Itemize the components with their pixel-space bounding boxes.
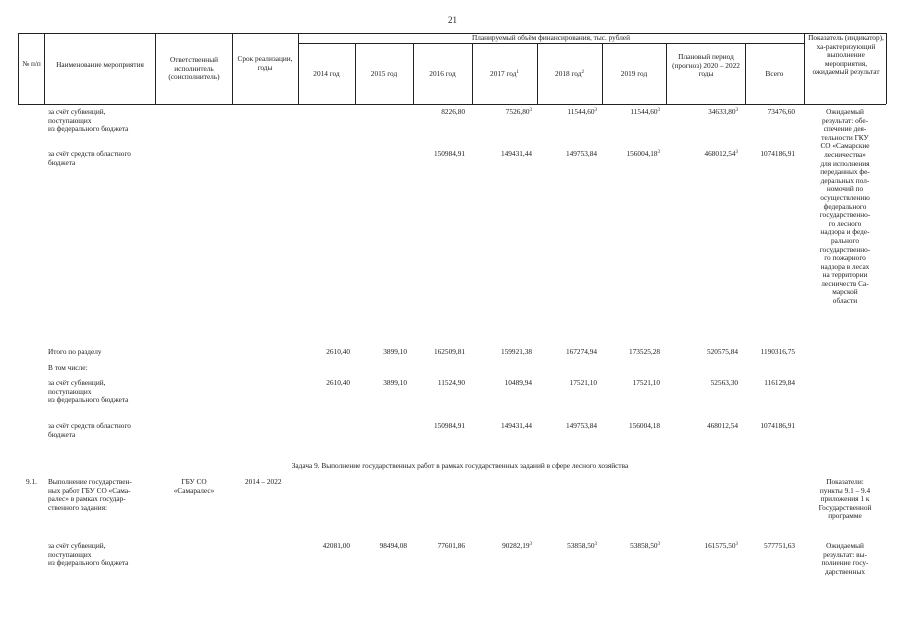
row-1-total: 1074186,91	[760, 149, 795, 158]
row-2-2016: 162509,81	[433, 347, 465, 356]
row-0-name: за счёт субвенций, поступающих из федерального бюджета	[48, 107, 129, 134]
item-9-1-term: 2014 – 2022	[245, 477, 282, 486]
item-9-1-indicator: Показатели: пункты 9.1 – 9.4 приложения 1 к Государственной программе	[818, 477, 872, 521]
row-4-total: 116129,84	[764, 378, 795, 387]
header-col-total: Всего	[765, 69, 784, 78]
row-1-2019: 156004,18$^3$	[626, 149, 660, 158]
header-col-num: № п/п	[22, 59, 41, 68]
header-year-2018: 2018 год$^2$	[555, 69, 584, 78]
row-4-name: за счёт субвенций, поступающих из федерального бюджета	[48, 378, 129, 405]
row-4-plan: 52563,30	[710, 378, 738, 387]
col-line-12	[804, 33, 805, 104]
header-col-exec: Ответственный исполнитель (соисполнитель)	[168, 55, 220, 82]
row-5-name: за счёт средств областного бюджета	[48, 421, 131, 439]
row-4-2015: 3899,10	[383, 378, 407, 387]
header-col-indicator: Показатель (индикатор), ха-рактеризующий выполнение мероприятия, ожидаемый результат	[808, 33, 884, 77]
header-bottom-border	[18, 104, 886, 105]
row-0-plan: 34633,80$^3$	[708, 107, 738, 116]
last-row-2019: 53858,50$^3$	[630, 541, 660, 550]
col-line-4	[298, 33, 299, 104]
row-4-2016: 11524,90	[437, 378, 465, 387]
row-0-2017: 7526,80$^3$	[505, 107, 532, 116]
row-1-plan: 468012,54$^3$	[704, 149, 738, 158]
row-2-2015: 3899,10	[383, 347, 407, 356]
header-year-2017: 2017 год$^1$	[490, 69, 519, 78]
col-line-2	[155, 33, 156, 104]
last-row-2017: 90282,19$^3$	[502, 541, 532, 550]
last-row-name: за счёт субвенций, поступающих из федерального бюджета	[48, 541, 129, 568]
header-col-term: Срок реализации, годы	[237, 54, 293, 72]
row-1-2017: 149431,44	[500, 149, 532, 158]
header-year-2019: 2019 год	[620, 69, 648, 78]
row-2-2017: 159921,38	[500, 347, 532, 356]
col-line-1	[44, 33, 45, 104]
header-year-2014: 2014 год	[313, 69, 340, 78]
row-5-2019: 156004,18	[628, 421, 660, 430]
row-5-2018: 149753,84	[565, 421, 597, 430]
row-0-total: 73476,60	[767, 107, 795, 116]
row-4-2019: 17521,10	[632, 378, 660, 387]
row-4-2014: 2610,40	[326, 378, 350, 387]
last-row-indicator: Ожидаемый результат: вы- полнение госу- дарственных	[821, 541, 869, 576]
row-2-2018: 167274,94	[565, 347, 597, 356]
row-5-2017: 149431,44	[500, 421, 532, 430]
item-9-1-name: Выполнение государствен- ных работ ГБУ СО «Сама- ралес» в рамках государ- ственного задания:	[48, 477, 132, 512]
row-1-2018: 149753,84	[565, 149, 597, 158]
row-5-plan: 468012,54	[706, 421, 738, 430]
item-9-1-executor: ГБУ СО «Самаралес»	[173, 477, 215, 495]
row-4-2018: 17521,10	[569, 378, 597, 387]
row-4-2017: 10489,94	[504, 378, 532, 387]
indicator-expected-result: Ожидаемый результат: обе- спечение дея- тельности ГКУ СО «Самарские лесничества» для исполнения переданных фе- деральных пол- номочий по осуществлению федерального государственно- го лесного надзора и феде- рального государственно- го пожарного надзора в лесах на территории лесничеств Са- марской области	[819, 107, 871, 306]
header-year-2015: 2015 год	[370, 69, 398, 78]
row-0-2018: 11544,60$^3$	[567, 107, 597, 116]
funding-subheader-border	[298, 43, 804, 44]
last-row-2016: 77601,86	[437, 541, 465, 550]
last-row-plan: 161575,50$^3$	[704, 541, 738, 550]
last-row-2018: 53858,50$^3$	[567, 541, 597, 550]
task-9-heading: Задача 9. Выполнение государственных работ в рамках государственных заданий в сфере лесного хозяйства	[291, 461, 629, 470]
row-1-2016: 150984,91	[433, 149, 465, 158]
row-2-plan: 520575,84	[706, 347, 738, 356]
row-2-name: Итого по разделу	[48, 347, 102, 356]
item-9-1-number: 9.1.	[26, 477, 37, 486]
row-5-2016: 150984,91	[433, 421, 465, 430]
row-2-total: 1190316,75	[760, 347, 795, 356]
header-year-2016: 2016 год	[429, 69, 456, 78]
last-row-total: 577751,63	[763, 541, 795, 550]
row-2-2014: 2610,40	[326, 347, 350, 356]
page-number: 21	[448, 15, 457, 25]
row-1-name: за счёт средств областного бюджета	[48, 149, 131, 167]
header-col-plan: Плановый период (прогноз) 2020 – 2022 годы	[672, 52, 740, 79]
row-0-2016: 8226,80	[441, 107, 465, 116]
row-5-total: 1074186,91	[760, 421, 795, 430]
col-line-10	[666, 43, 667, 104]
row-2-2019: 173525,28	[628, 347, 660, 356]
last-row-2015: 98494,08	[379, 541, 407, 550]
col-line-3	[232, 33, 233, 104]
col-line-13	[886, 33, 887, 104]
header-funding-title: Планируемый объём финансирования, тыс. рублей	[471, 33, 631, 42]
last-row-2014: 42081,00	[322, 541, 350, 550]
row-3-name: В том числе:	[48, 363, 88, 372]
row-0-2019: 11544,60$^3$	[630, 107, 660, 116]
header-col-name: Наименование мероприятия	[56, 60, 144, 69]
